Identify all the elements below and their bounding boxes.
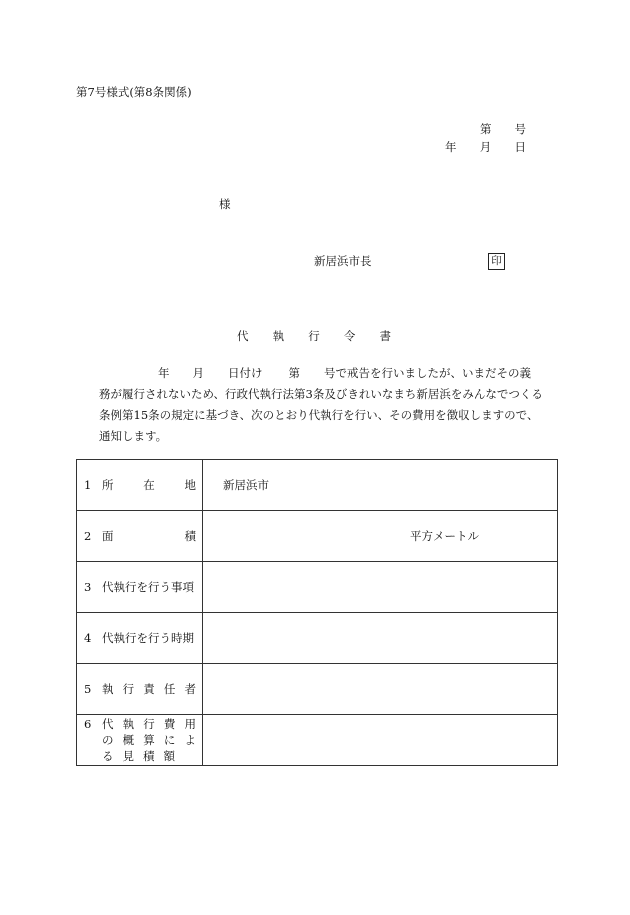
- row-label-responsible: 5 執 行 責 任 者: [84, 682, 196, 696]
- body-line-1: 年 月 日付け 第 号で戒告を行いましたが、いまだその義: [158, 366, 531, 380]
- table-row: [77, 562, 558, 613]
- value-area[interactable]: 平方メートル: [203, 511, 558, 562]
- issue-date: 年 月 日: [445, 140, 526, 154]
- table-row: [77, 613, 558, 664]
- addressee: 様: [219, 197, 231, 211]
- value-responsible[interactable]: [203, 664, 558, 715]
- row-label-matters: 3 代執行を行う事項: [84, 580, 194, 594]
- row-label-cost-estimate: 6 代 執 行 費 用 の 概 算 に よ る 見 積 額: [84, 717, 196, 763]
- form-header: 第7号様式(第8条関係): [76, 85, 192, 99]
- value-period[interactable]: [203, 613, 558, 664]
- body-line-2: 務が履行されないため、行政代執行法第3条及びきれいなまち新居浜をみんなでつくる: [99, 387, 543, 401]
- value-matters[interactable]: [203, 562, 558, 613]
- table-row: [77, 664, 558, 715]
- table-row: [77, 460, 558, 511]
- issue-number: 第 号: [480, 122, 526, 136]
- body-line-3: 条例第15条の規定に基づき、次のとおり代執行を行い、その費用を徴収しますので、: [99, 408, 539, 422]
- value-cost-estimate[interactable]: [203, 715, 558, 766]
- row-label-period: 4 代執行を行う時期: [84, 631, 194, 645]
- table-row: [77, 715, 558, 766]
- document-title: 代 執 行 令 書: [237, 329, 391, 343]
- value-location[interactable]: 新居浜市: [203, 460, 558, 511]
- issuer-name: 新居浜市長: [314, 254, 372, 268]
- body-line-4: 通知します。: [99, 429, 168, 443]
- details-table: [76, 459, 558, 766]
- body-paragraph: [99, 363, 551, 447]
- row-label-location: 1 所 在 地: [84, 478, 196, 492]
- seal-box: 印: [488, 253, 505, 270]
- row-label-area: 2 面 積: [84, 529, 196, 543]
- table-row: [77, 511, 558, 562]
